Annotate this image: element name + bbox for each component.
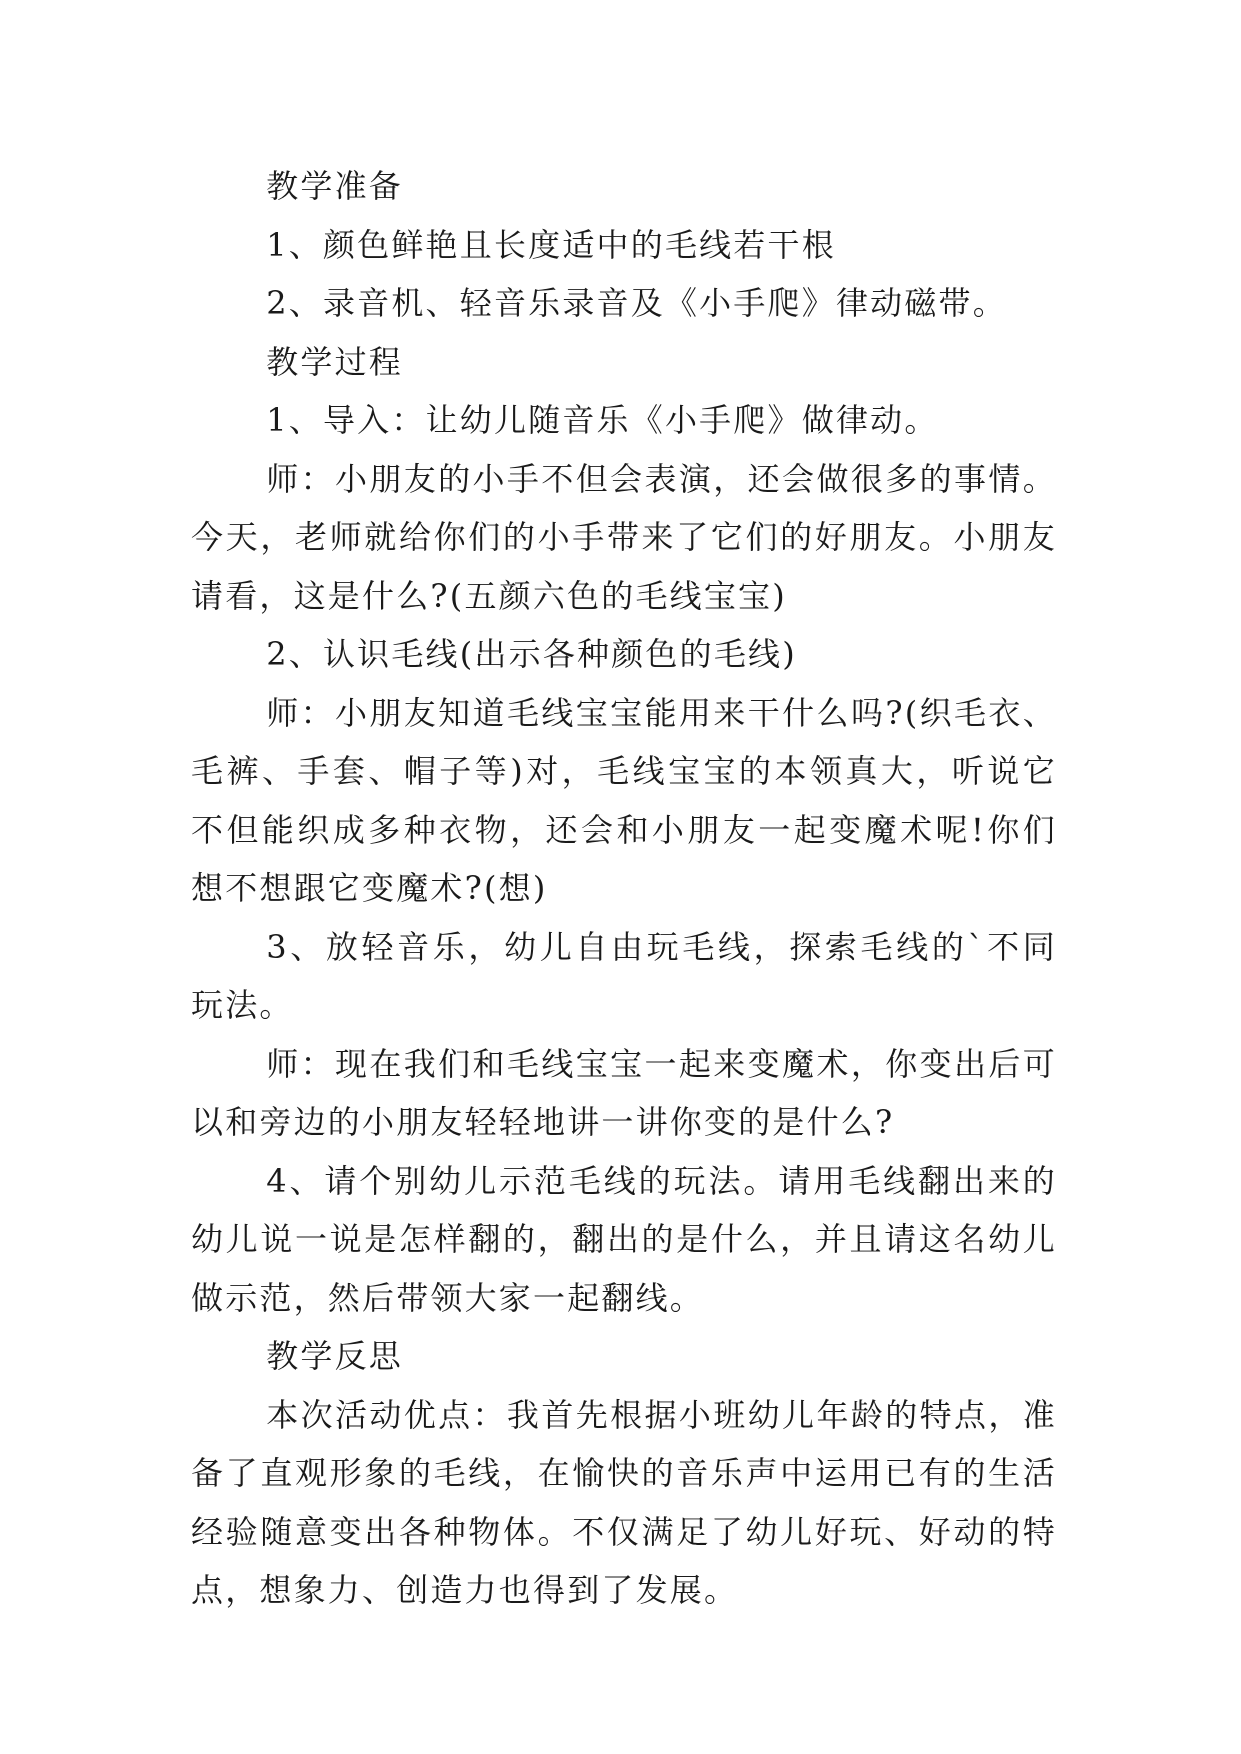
- process-step-1: 1、导入：让幼儿随音乐《小手爬》做律动。: [266, 401, 939, 439]
- process-step-4: 4、请个别幼儿示范毛线的玩法。请用毛线翻出来的幼儿说一说是怎样翻的，翻出的是什么，并且请这名幼儿做示范，然后带领大家一起翻线。: [191, 1161, 1057, 1317]
- process-step-2: 2、认识毛线(出示各种颜色的毛线): [266, 635, 797, 673]
- reflection-paragraph: 本次活动优点：我首先根据小班幼儿年龄的特点，准备了直观形象的毛线，在愉快的音乐声中运用已有的生活经验随意变出各种物体。不仅满足了幼儿好玩、好动的特点，想象力、创造力也得到了发展。: [191, 1395, 1057, 1609]
- process-step-3: 3、放轻音乐，幼儿自由玩毛线，探索毛线的`不同玩法。: [191, 927, 1057, 1024]
- heading-teaching-process: 教学过程: [266, 342, 403, 381]
- teacher-dialogue-2: 师：小朋友知道毛线宝宝能用来干什么吗?(织毛衣、毛裤、手套、帽子等)对，毛线宝宝的本领真大，听说它不但能织成多种衣物，还会和小朋友一起变魔术呢!你们想不想跟它变魔术?(想): [191, 693, 1057, 907]
- document-body: [191, 157, 1057, 1620]
- preparation-item-1: 1、颜色鲜艳且长度适中的毛线若干根: [266, 225, 836, 264]
- teacher-dialogue-3: 师：现在我们和毛线宝宝一起来变魔术，你变出后可以和旁边的小朋友轻轻地讲一讲你变的是什么?: [191, 1044, 1057, 1141]
- teacher-dialogue-1: 师：小朋友的小手不但会表演，还会做很多的事情。今天，老师就给你们的小手带来了它们的好朋友。小朋友请看，这是什么?(五颜六色的毛线宝宝): [191, 459, 1057, 615]
- heading-teaching-reflection: 教学反思: [266, 1337, 403, 1375]
- heading-teaching-preparation: 教学准备: [266, 167, 403, 205]
- preparation-item-2: 2、录音机、轻音乐录音及《小手爬》律动磁带。: [266, 284, 1007, 322]
